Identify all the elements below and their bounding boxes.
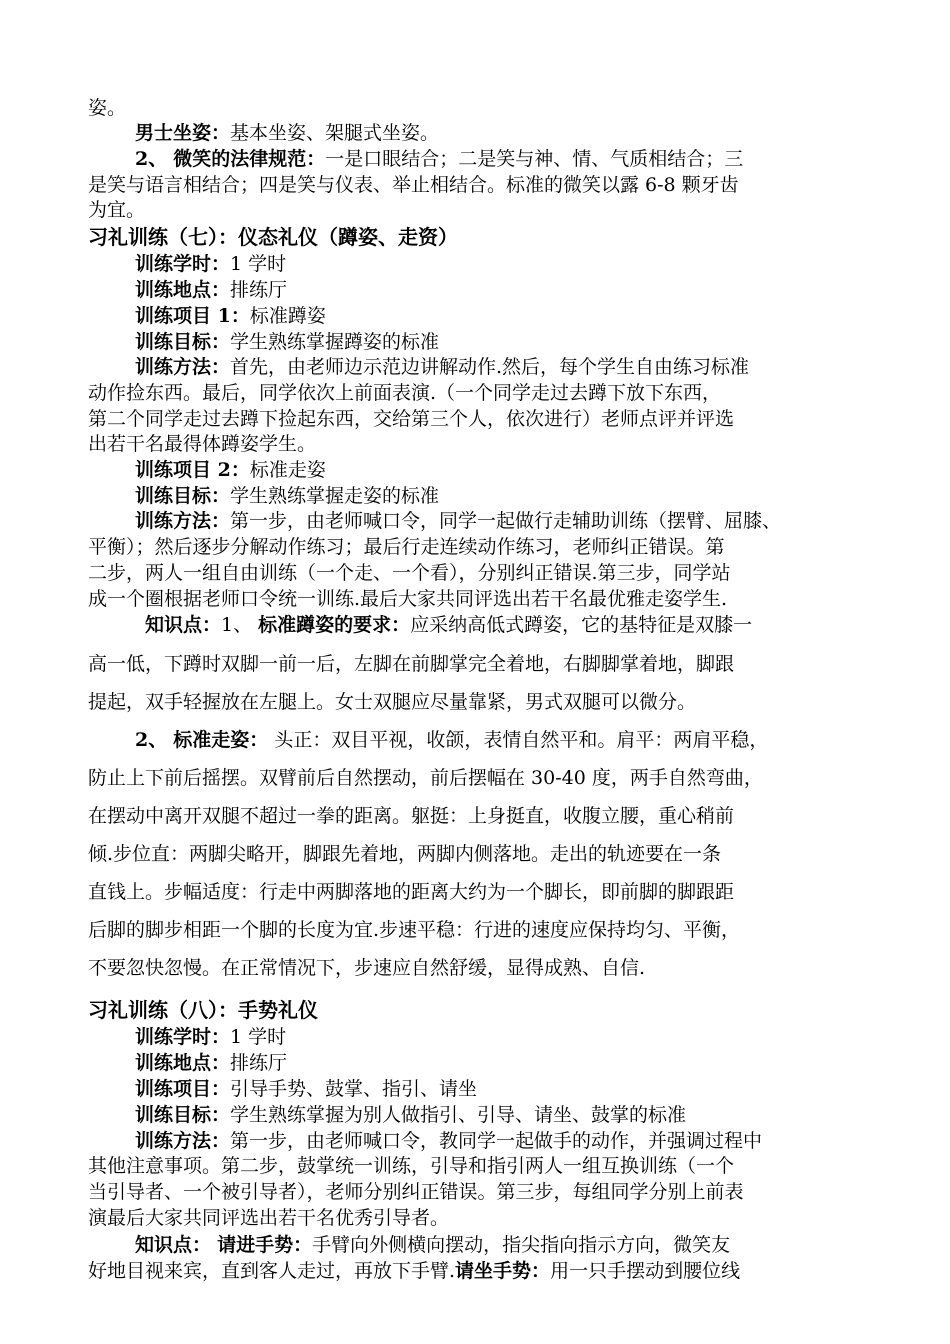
line-7: 训练地点：排练厅	[135, 279, 288, 301]
line-21: 高一低，下蹲时双脚一前一后，左脚在前脚掌完全着地，右脚脚掌着地，脚跟	[88, 653, 735, 675]
line-37: 当引导者、一个被引导者），老师分别纠正错误。第三步，每组同学分别上前表	[88, 1181, 744, 1203]
line-38: 演最后大家共同评选出若干名优秀引导者。	[88, 1207, 450, 1229]
line-18: 二步，两人一组自由训练（一个走、一个看），分别纠正错误.第三步，同学站	[88, 562, 731, 584]
line-32: 训练地点：排练厅	[135, 1052, 288, 1074]
line-8: 训练项目 1：标准蹲姿	[135, 305, 326, 327]
line-0: 姿。	[88, 97, 127, 119]
line-39: 知识点： 请进手势：手臂向外侧横向摆动，指尖指向指示方向，微笑友	[135, 1234, 731, 1256]
line-16: 训练方法：第一步，由老师喊口令，同学一起做行走辅助训练（摆臂、屈膝、	[135, 510, 782, 532]
line-31: 训练学时：1 学时	[135, 1026, 287, 1048]
line-27: 直钱上。步幅适度：行走中两脚落地的距离大约为一个脚长，即前脚的脚跟距	[88, 881, 735, 903]
line-3: 是笑与语言相结合；四是笑与仪表、举止相结合。标准的微笑以露 6-8 颗牙齿	[88, 174, 739, 196]
line-35: 训练方法：第一步，由老师喊口令，教同学一起做手的动作，并强调过程中	[135, 1130, 763, 1152]
line-13: 出若干名最得体蹲姿学生。	[88, 433, 317, 455]
line-9: 训练目标：学生熟练掌握蹲姿的标准	[135, 331, 440, 353]
line-24: 防止上下前后摇摆。双臂前后自然摆动，前后摆幅在 30-40 度，两手自然弯曲，	[88, 767, 763, 789]
line-28: 后脚的脚步相距一个脚的长度为宜.步速平稳：行进的速度应保持均匀、平衡，	[88, 919, 741, 941]
line-11: 动作捡东西。最后，同学依次上前面表演.（一个同学走过去蹲下放下东西，	[88, 382, 722, 404]
section-heading-7: 习礼训练（七）：仪态礼仪（蹲姿、走资）	[88, 225, 458, 249]
line-4: 为宜。	[88, 199, 146, 221]
line-12: 第二个同学走过去蹲下捡起东西，交给第三个人，依次进行）老师点评并评选	[88, 408, 735, 430]
line-2: 2、 微笑的法律规范：一是口眼结合；二是笑与神、情、气质相结合；三	[135, 148, 744, 170]
line-20: 知识点：1、 标准蹲姿的要求：应采纳高低式蹲姿，它的基特征是双膝一	[145, 614, 753, 636]
line-29: 不要忽快忽慢。在正常情况下，步速应自然舒缓，显得成熟、自信.	[88, 957, 646, 979]
line-1: 男士坐姿：基本坐姿、架腿式坐姿。	[135, 122, 440, 144]
section-heading-8: 习礼训练（八）：手势礼仪	[88, 998, 318, 1022]
line-40: 好地目视来宾，直到客人走过，再放下手臂.请坐手势：用一只手摆动到腰位线	[88, 1260, 741, 1282]
line-34: 训练目标：学生熟练掌握为别人做指引、引导、请坐、鼓掌的标准	[135, 1104, 687, 1126]
line-15: 训练目标：学生熟练掌握走姿的标准	[135, 485, 440, 507]
line-33: 训练项目：引导手势、鼓掌、指引、请坐	[135, 1078, 478, 1100]
line-36: 其他注意事项。第二步，鼓掌统一训练，引导和指引两人一组互换训练（一个	[88, 1155, 735, 1177]
line-10: 训练方法：首先，由老师边示范边讲解动作.然后，每个学生自由练习标准	[135, 356, 750, 378]
line-23: 2、 标准走姿： 头正：双目平视，收颌，表情自然平和。肩平：两肩平稳，	[135, 729, 769, 751]
line-6: 训练学时：1 学时	[135, 253, 287, 275]
line-25: 在摆动中离开双腿不超过一拳的距离。躯挺：上身挺直，收腹立腰，重心稍前	[88, 805, 735, 827]
line-22: 提起，双手轻握放在左腿上。女士双腿应尽量靠紧，男式双腿可以微分。	[88, 691, 697, 713]
line-17: 平衡）；然后逐步分解动作练习；最后行走连续动作练习，老师纠正错误。第	[88, 536, 725, 558]
line-19: 成一个圈根据老师口令统一训练.最后大家共同评选出若干名最优雅走姿学生.	[88, 588, 728, 610]
line-26: 倾.步位直：两脚尖略开，脚跟先着地，两脚内侧落地。走出的轨迹要在一条	[88, 843, 722, 865]
line-14: 训练项目 2：标准走姿	[135, 459, 326, 481]
